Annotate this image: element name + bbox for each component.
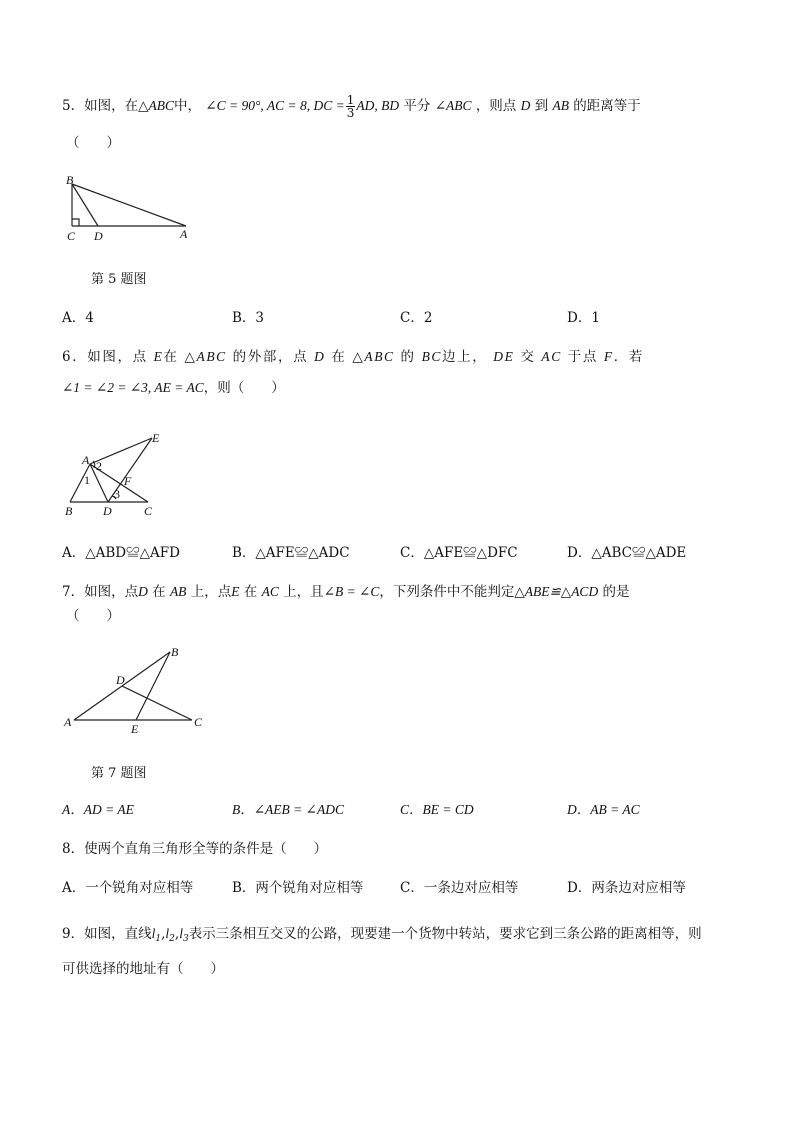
q9-sub-3: 3 [182,934,189,944]
q9-sub-1: 1 [155,934,162,944]
q6-part-a: 6．如图，点 [62,349,148,365]
q5-condition-2: AD, BD [356,98,400,113]
q7-option-b-text: B．∠AEB = ∠ADC [232,802,344,817]
q5-point-d: D [520,98,531,113]
q5-label-a: A [180,227,188,241]
q8-stem: 8．使两个直角三角形全等的条件是（ ） [62,841,328,857]
q7-label-e: E [131,722,139,736]
q5-triangle: △ABC [138,98,174,113]
q9-stem-line1: 9．如图，直线$l_1,l_2,l_3$表示三条相互交叉的公路，现要建一个货物中转站，要求它到三条公路的距离相等，则 [62,926,702,944]
q5-mid: 中， [173,98,201,114]
q6-de: DE [493,349,515,364]
q5-caption: 第 5 题图 [91,272,147,287]
q7-point-e: E [231,584,240,599]
q5-figure [60,172,200,244]
q7-part-c: 上，点 [190,584,232,600]
q7-option-a-text: A．AD = AE [62,802,134,817]
q7-paren: （ ） [66,608,120,624]
q5-number: 5． [62,98,85,114]
q6-label-a: A [82,453,90,467]
q7-part-g: 的是 [602,584,630,600]
q6-part-b: 在 [163,349,179,365]
q6-condition: ∠1 = ∠2 = ∠3, AE = AC [62,380,204,395]
q7-option-d-text: D．AB = AC [567,802,640,817]
q5-option-c: C．2 [400,310,433,326]
q8-option-b: B．两个锐角对应相等 [232,880,364,896]
q6-part-i: ．若 [613,349,644,365]
q7-point-d: D [138,584,148,599]
q6-part-h: 于点 [567,349,598,365]
q9-l1: l [151,926,156,941]
q7-part-b: 在 [152,584,166,600]
q5-fraction [346,94,356,119]
q6-part-e: 的 [400,349,416,365]
q9-l2: l [165,926,170,941]
q5-end: 的距离等于 [573,98,641,114]
q8-option-a: A．一个锐角对应相等 [62,880,194,896]
q9-l3: l [179,926,183,941]
q5-segment: AB [552,98,569,113]
q6-option-d: D．△ABC≌△ADE [567,545,687,561]
q7-triangles: △ABE≌△ACD [514,584,599,599]
q5-angle: ∠ABC [434,98,472,113]
q5-label-c: C [67,229,76,243]
q6-ac: AC [541,349,562,364]
q6-label-2: 2 [96,459,102,473]
q5-option-d: D．1 [567,310,600,326]
q7-condition: ∠B = ∠C [323,584,380,599]
q6-point-f: F [603,349,614,364]
q6-label-e: E [152,431,160,445]
q6-part-g: 交 [520,349,536,365]
q7-part-f: ，下列条件中不能判定 [379,584,515,600]
q5-tail: ，则点 [475,98,517,114]
q6-option-a: A．△ABD≌△AFD [62,545,180,561]
q7-figure [60,640,210,740]
q6-tail: ，则（ ） [203,380,285,396]
q6-label-3: 3 [114,487,120,501]
q5-lead: 如图，在 [84,98,139,114]
q9-stem-line2: 可供选择的地址有（ ） [62,961,224,977]
q6-part-c: 的外部，点 [232,349,309,365]
q7-option-a [62,798,134,818]
q6-option-b: B．△AFE≌△ADC [232,545,350,561]
q6-label-d: D [103,504,112,518]
q5-stem-line1 [62,94,641,119]
q7-label-a: A [64,715,72,729]
q7-part-a: 7．如图，点 [62,584,139,600]
q7-part-d: 在 [243,584,258,600]
q9-part-b: 表示三条相互交叉的公路，现要建一个货物中转站，要求它到三条公路的距离相等，则 [188,926,702,942]
q7-option-c [400,798,474,818]
q6-label-c: C [144,504,153,518]
q7-stem-line1 [62,580,630,600]
q6-part-f: 边上， [442,349,488,365]
q8-option-d: D．两条边对应相等 [567,880,686,896]
q6-label-1: 1 [84,473,90,487]
q5-frac-num: 1 [346,93,355,107]
q6-bc: BC [421,349,443,364]
q5-condition-1: ∠C = 90°, AC = 8, DC = [205,98,345,113]
q7-ac: AC [261,584,279,599]
q7-part-e: 上，且 [283,584,324,600]
q5-paren: （ ） [66,135,120,151]
q6-stem-line2 [62,376,285,396]
q6-point-e: E [153,349,164,364]
q6-figure [60,428,170,518]
q5-label-b: B [66,173,74,187]
q6-label-f: F [124,474,132,488]
q7-label-d: D [116,673,125,687]
q7-label-b: B [171,645,179,659]
q5-label-d: D [94,229,103,243]
q5-option-a: A．4 [62,310,94,326]
q7-option-b [232,798,344,818]
q5-to: 到 [534,98,549,114]
q6-stem-line1 [62,345,644,365]
q5-bisect-word: 平分 [403,98,431,114]
q6-option-c: C．△AFE≌△DFC [400,545,518,561]
q7-caption: 第 7 题图 [91,766,147,781]
q6-point-d: D [314,349,326,364]
q7-label-c: C [194,715,203,729]
q6-part-d: 在 [331,349,347,365]
q6-triangle-2: △ABC [352,349,395,364]
q6-triangle: △ABC [184,349,227,364]
q8-option-c: C．一条边对应相等 [400,880,519,896]
q5-frac-den: 3 [346,106,355,120]
q6-label-b: B [65,504,73,518]
q7-ab: AB [169,584,187,599]
q5-option-b: B．3 [232,310,265,326]
q9-sub-2: 2 [169,934,175,944]
q7-option-c-text: C．BE = CD [400,802,474,817]
q7-option-d [567,798,640,818]
q9-part-a: 9．如图，直线 [62,926,152,942]
